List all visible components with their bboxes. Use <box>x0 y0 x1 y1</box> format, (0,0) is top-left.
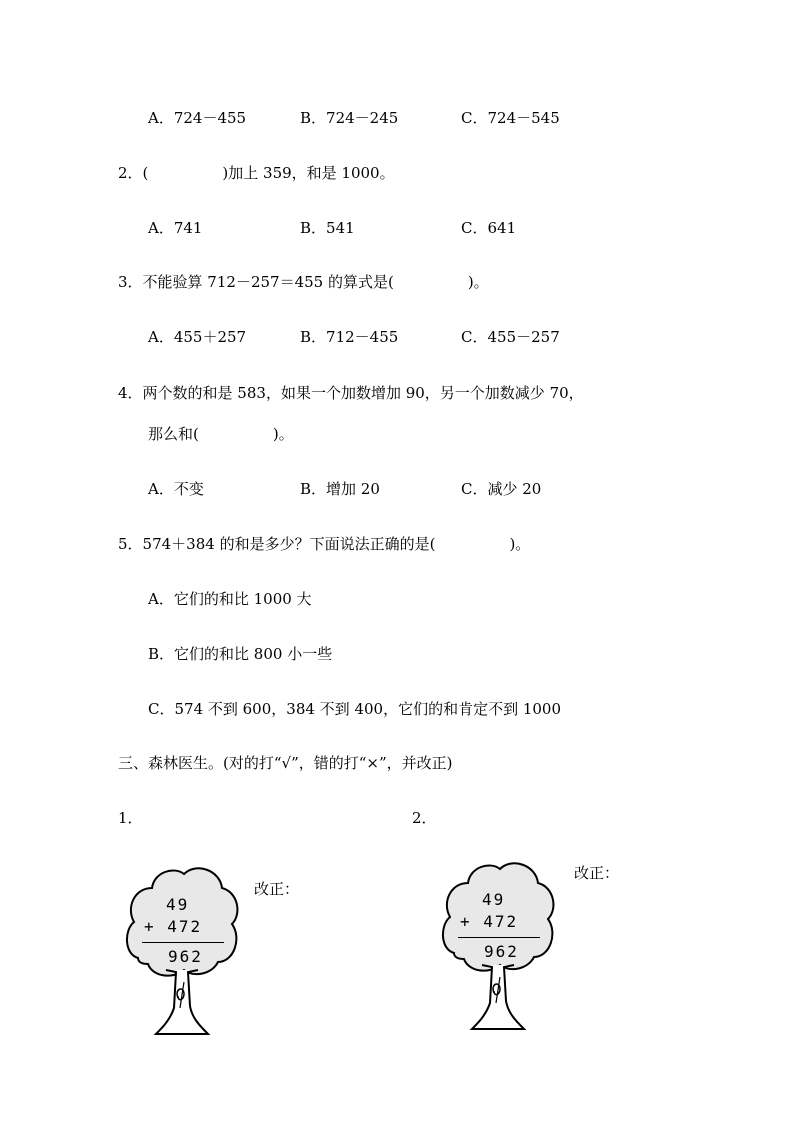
tree2-addend2: + 472 <box>460 912 519 931</box>
tree2-correction-label: 改正： <box>574 864 620 882</box>
q5-option-c: C．574 不到 600，384 不到 400，它们的和肯定不到 1000 <box>148 700 562 718</box>
tree2-sum: 962 <box>484 942 519 961</box>
q1-option-a: A．724－455 <box>148 109 247 127</box>
q3-option-a: A．455＋257 <box>148 328 247 346</box>
q3-option-b: B．712－455 <box>300 328 399 346</box>
tree2-addend1: 49 <box>482 890 506 909</box>
section3-title: 三、森林医生。(对的打“√”，错的打“×”，并改正) <box>118 754 453 772</box>
q4-stem-line2 <box>148 424 294 444</box>
q1-option-b: B．724－245 <box>300 109 399 127</box>
q2-option-b: B．541 <box>300 219 355 237</box>
q2-number: 2． <box>118 164 143 182</box>
q5-option-a: A．它们的和比 1000 大 <box>148 590 312 608</box>
tree-2 <box>438 853 558 1043</box>
q5-stem <box>118 534 530 554</box>
q2-open-paren: ( <box>142 164 149 182</box>
q2-stem-rest: )加上 359，和是 1000。 <box>222 164 395 182</box>
q3-stem <box>118 272 489 292</box>
q4-option-b: B．增加 20 <box>300 480 380 498</box>
q5-option-b: B．它们的和比 800 小一些 <box>148 645 333 663</box>
tree1-addend1: 49 <box>166 895 190 914</box>
q2-stem <box>118 163 395 183</box>
q4-option-a: A．不变 <box>148 480 204 498</box>
q4-option-c: C．减少 20 <box>461 480 542 498</box>
q2-option-a: A．741 <box>148 219 203 237</box>
section3-item2-number: 2． <box>412 809 437 827</box>
q3-stem-post: )。 <box>467 273 489 291</box>
tree1-sum: 962 <box>168 947 203 966</box>
q4-stem-post: )。 <box>272 425 294 443</box>
tree-1 <box>122 858 242 1048</box>
q2-option-c: C．641 <box>461 219 517 237</box>
tree1-sum-line <box>142 942 224 943</box>
section3-item1-number: 1． <box>118 809 143 827</box>
q1-option-c: C．724－545 <box>461 109 560 127</box>
tree1-correction-label: 改正： <box>254 880 300 898</box>
q4-stem-line1: 4．两个数的和是 583，如果一个加数增加 90，另一个加数减少 70， <box>118 384 584 402</box>
q3-option-c: C．455－257 <box>461 328 560 346</box>
q3-stem-pre: 3．不能验算 712－257＝455 的算式是( <box>118 273 394 291</box>
tree2-sum-line <box>458 937 540 938</box>
q5-stem-post: )。 <box>509 535 531 553</box>
q4-stem-pre: 那么和( <box>148 425 199 443</box>
tree1-addend2: + 472 <box>144 917 203 936</box>
q5-stem-pre: 5．574＋384 的和是多少？下面说法正确的是( <box>118 535 436 553</box>
